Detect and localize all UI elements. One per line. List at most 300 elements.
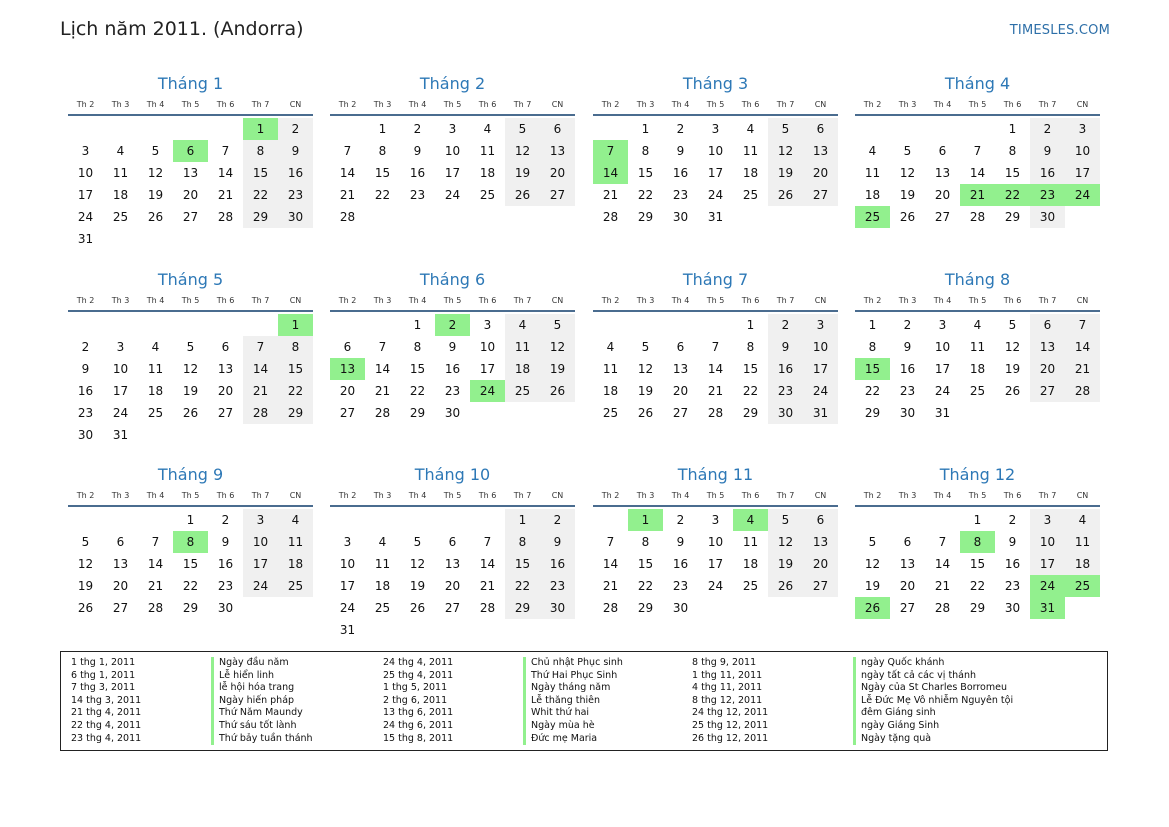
day-cell: 28: [374, 406, 391, 420]
day-cell: 12: [768, 531, 803, 553]
holiday-day: 24: [1065, 184, 1100, 206]
day-cell: 17: [1065, 162, 1100, 184]
day-cell: 8: [278, 336, 313, 358]
day-cell: 11: [864, 166, 881, 180]
month-block: [68, 269, 313, 446]
legend-date: 8 thg 9, 2011: [692, 657, 757, 668]
day-cell: 15: [637, 166, 654, 180]
weekday-label: Th 4: [408, 100, 427, 109]
day-cell: 26: [899, 210, 916, 224]
day-cell: 25: [112, 210, 129, 224]
day-cell: 12: [899, 166, 916, 180]
empty-day: [243, 314, 278, 336]
day-cell: 14: [969, 166, 986, 180]
day-cell: 5: [151, 144, 160, 158]
day-cell: 11: [742, 144, 759, 158]
legend-holiday-name: Ngày của St Charles Borromeu: [861, 682, 1007, 694]
weekday-label: Th 2: [76, 100, 95, 109]
day-cell: 19: [505, 162, 540, 184]
empty-day: [330, 314, 365, 336]
month-block: [593, 73, 838, 228]
day-cell: 7: [1065, 314, 1100, 336]
weekday-label: CN: [814, 296, 827, 305]
weekday-label: Th 5: [706, 296, 725, 305]
day-cell: 14: [147, 557, 164, 571]
weekday-label: Th 3: [111, 296, 130, 305]
holiday-day: 8: [960, 531, 995, 553]
day-cell: 23: [768, 380, 803, 402]
empty-day: [330, 509, 365, 531]
empty-day: [593, 509, 628, 531]
day-cell: 27: [112, 601, 129, 615]
empty-day: [138, 118, 173, 140]
legend-date: 1 thg 5, 2011: [383, 682, 448, 694]
weekday-label: Th 5: [968, 296, 987, 305]
empty-day: [365, 509, 400, 531]
month-block: [330, 73, 575, 228]
weekday-label: Th 3: [111, 100, 130, 109]
day-cell: 16: [899, 362, 916, 376]
empty-day: [663, 314, 698, 336]
weekday-label: Th 2: [601, 100, 620, 109]
day-cell: 15: [374, 166, 391, 180]
day-cell: 17: [707, 166, 724, 180]
day-cell: 20: [540, 162, 575, 184]
legend-holiday-name: ngày Giáng Sinh: [861, 719, 940, 731]
day-grid: [330, 118, 575, 228]
weekday-label: CN: [1076, 100, 1089, 109]
day-cell: 13: [112, 557, 129, 571]
weekday-label: CN: [814, 491, 827, 500]
day-cell: 7: [711, 340, 720, 354]
empty-day: [593, 118, 628, 140]
holiday-day: 6: [173, 140, 208, 162]
empty-day: [855, 118, 890, 140]
weekday-label: CN: [289, 491, 302, 500]
day-cell: 17: [707, 557, 724, 571]
day-cell: 1: [641, 122, 650, 136]
day-cell: 9: [81, 362, 90, 376]
legend-date: 2 thg 6, 2011: [383, 694, 448, 706]
day-cell: 28: [217, 210, 234, 224]
day-cell: 11: [1065, 531, 1100, 553]
empty-day: [365, 314, 400, 336]
legend-dates-column: [71, 657, 141, 745]
day-cell: 3: [1030, 509, 1065, 531]
month-title: Tháng 7: [682, 270, 749, 289]
day-cell: 16: [672, 166, 689, 180]
legend-holiday-name: ngày tất cả các vị thánh: [861, 669, 977, 681]
holiday-day: 26: [855, 597, 890, 619]
day-cell: 2: [1030, 118, 1065, 140]
empty-day: [593, 314, 628, 336]
day-cell: 27: [1030, 380, 1065, 402]
weekday-label: Th 7: [1038, 296, 1057, 305]
holiday-day: 4: [733, 509, 768, 531]
day-cell: 14: [479, 557, 496, 571]
day-cell: 31: [803, 402, 838, 424]
day-cell: 6: [938, 144, 947, 158]
legend-date: 24 thg 4, 2011: [383, 657, 454, 668]
day-cell: 30: [899, 406, 916, 420]
day-cell: 14: [602, 557, 619, 571]
day-cell: 18: [374, 579, 391, 593]
day-cell: 4: [483, 122, 492, 136]
holiday-day: 14: [593, 162, 628, 184]
day-cell: 24: [77, 210, 94, 224]
weekday-label: Th 6: [478, 296, 497, 305]
holiday-day: 25: [855, 206, 890, 228]
month-block: [330, 269, 575, 424]
day-cell: 20: [672, 384, 689, 398]
day-cell: 24: [707, 579, 724, 593]
day-cell: 9: [676, 535, 685, 549]
day-cell: 21: [479, 579, 496, 593]
day-cell: 20: [1030, 358, 1065, 380]
day-cell: 18: [742, 166, 759, 180]
day-cell: 12: [147, 166, 164, 180]
day-cell: 25: [602, 406, 619, 420]
holiday-day: 22: [995, 184, 1030, 206]
day-cell: 30: [540, 597, 575, 619]
day-cell: 23: [1004, 579, 1021, 593]
day-cell: 5: [868, 535, 877, 549]
legend-dates-column: [692, 657, 768, 745]
day-cell: 3: [711, 122, 720, 136]
day-cell: 20: [217, 384, 234, 398]
day-cell: 6: [221, 340, 230, 354]
legend-date: 13 thg 6, 2011: [383, 707, 454, 719]
legend-date: 15 thg 8, 2011: [383, 732, 454, 744]
day-cell: 18: [112, 188, 129, 202]
day-cell: 18: [278, 553, 313, 575]
day-cell: 23: [278, 184, 313, 206]
day-cell: 29: [278, 402, 313, 424]
day-cell: 12: [409, 557, 426, 571]
day-cell: 12: [1004, 340, 1021, 354]
weekday-label: Th 7: [776, 296, 795, 305]
empty-day: [960, 118, 995, 140]
weekday-label: Th 4: [671, 491, 690, 500]
legend-holiday-name: ngày Quốc khánh: [861, 657, 945, 668]
day-cell: 30: [1030, 206, 1065, 228]
day-cell: 15: [243, 162, 278, 184]
month-block: [68, 73, 313, 250]
legend-holiday-name: Ngày hiến pháp: [219, 694, 295, 706]
day-cell: 24: [803, 380, 838, 402]
day-cell: 5: [540, 314, 575, 336]
day-cell: 21: [147, 579, 164, 593]
empty-day: [103, 509, 138, 531]
day-cell: 28: [602, 210, 619, 224]
day-cell: 26: [768, 575, 803, 597]
day-cell: 15: [637, 557, 654, 571]
weekday-label: Th 6: [1003, 296, 1022, 305]
day-cell: 11: [505, 336, 540, 358]
day-cell: 27: [182, 210, 199, 224]
day-cell: 19: [540, 358, 575, 380]
day-cell: 27: [339, 406, 356, 420]
day-cell: 18: [479, 166, 496, 180]
weekday-header: [68, 294, 313, 312]
weekday-header: [855, 98, 1100, 116]
day-cell: 22: [864, 384, 881, 398]
day-cell: 21: [217, 188, 234, 202]
day-cell: 5: [505, 118, 540, 140]
weekday-label: Th 7: [776, 491, 795, 500]
day-cell: 3: [803, 314, 838, 336]
weekday-label: Th 7: [1038, 491, 1057, 500]
day-cell: 5: [903, 144, 912, 158]
day-cell: 1: [973, 513, 982, 527]
weekday-header: [855, 294, 1100, 312]
day-cell: 14: [707, 362, 724, 376]
holiday-day: 7: [593, 140, 628, 162]
day-cell: 25: [742, 579, 759, 593]
day-cell: 21: [934, 579, 951, 593]
legend-names-column: [211, 657, 313, 745]
weekday-label: Th 2: [863, 100, 882, 109]
day-cell: 19: [637, 384, 654, 398]
day-cell: 24: [444, 188, 461, 202]
day-cell: 24: [112, 406, 129, 420]
day-cell: 22: [742, 384, 759, 398]
month-title: Tháng 8: [944, 270, 1011, 289]
day-cell: 8: [868, 340, 877, 354]
legend-holiday-name: Lễ hiển linh: [219, 669, 275, 681]
day-cell: 23: [409, 188, 426, 202]
day-cell: 15: [278, 358, 313, 380]
weekday-label: Th 4: [146, 491, 165, 500]
holiday-day: 1: [243, 118, 278, 140]
weekday-label: Th 5: [443, 296, 462, 305]
day-cell: 9: [413, 144, 422, 158]
weekday-label: Th 6: [1003, 491, 1022, 500]
weekday-header: [68, 489, 313, 507]
legend-names-column: [523, 657, 623, 745]
day-cell: 9: [676, 144, 685, 158]
day-cell: 9: [1008, 535, 1017, 549]
day-cell: 20: [112, 579, 129, 593]
day-cell: 1: [413, 318, 422, 332]
weekday-label: Th 2: [863, 296, 882, 305]
day-cell: 13: [899, 557, 916, 571]
month-block: [855, 464, 1100, 619]
day-cell: 25: [742, 188, 759, 202]
page-title: Lịch năm 2011. (Andorra): [60, 18, 304, 40]
weekday-label: Th 6: [741, 100, 760, 109]
weekday-label: Th 5: [706, 100, 725, 109]
day-cell: 30: [278, 206, 313, 228]
month-title: Tháng 10: [414, 465, 491, 484]
site-link[interactable]: TIMESLES.COM: [1009, 23, 1110, 38]
month-title: Tháng 3: [682, 74, 749, 93]
day-cell: 31: [707, 210, 724, 224]
legend-date: 14 thg 3, 2011: [71, 694, 142, 706]
day-cell: 22: [637, 188, 654, 202]
day-cell: 25: [374, 601, 391, 615]
empty-day: [698, 314, 733, 336]
weekday-label: Th 5: [706, 491, 725, 500]
day-cell: 22: [374, 188, 391, 202]
day-cell: 18: [147, 384, 164, 398]
weekday-label: CN: [289, 100, 302, 109]
day-cell: 11: [147, 362, 164, 376]
day-cell: 13: [934, 166, 951, 180]
day-cell: 19: [768, 553, 803, 575]
weekday-label: Th 2: [338, 100, 357, 109]
day-cell: 6: [803, 118, 838, 140]
legend-holiday-name: Đức mẹ Maria: [531, 732, 598, 744]
day-cell: 13: [803, 531, 838, 553]
day-cell: 6: [1030, 314, 1065, 336]
day-cell: 12: [864, 557, 881, 571]
day-cell: 15: [1004, 166, 1021, 180]
day-cell: 13: [444, 557, 461, 571]
day-cell: 30: [768, 402, 803, 424]
month-block: [593, 269, 838, 424]
weekday-label: Th 5: [181, 100, 200, 109]
day-cell: 2: [1008, 513, 1017, 527]
day-cell: 17: [934, 362, 951, 376]
day-cell: 28: [243, 402, 278, 424]
day-cell: 10: [934, 340, 951, 354]
legend-names-column: [853, 657, 1013, 745]
day-cell: 19: [409, 579, 426, 593]
day-cell: 10: [479, 340, 496, 354]
day-cell: 27: [934, 210, 951, 224]
month-title: Tháng 4: [944, 74, 1011, 93]
day-cell: 5: [186, 340, 195, 354]
holiday-legend: [60, 651, 1108, 751]
day-cell: 8: [378, 144, 387, 158]
day-cell: 28: [339, 210, 356, 224]
day-cell: 30: [672, 601, 689, 615]
day-cell: 26: [147, 210, 164, 224]
weekday-label: Th 2: [338, 491, 357, 500]
weekday-label: Th 3: [373, 296, 392, 305]
day-cell: 28: [1065, 380, 1100, 402]
weekday-label: Th 3: [636, 100, 655, 109]
legend-date: 1 thg 1, 2011: [71, 657, 136, 668]
day-cell: 4: [505, 314, 540, 336]
weekday-header: [330, 98, 575, 116]
weekday-label: Th 3: [636, 296, 655, 305]
day-grid: [855, 118, 1100, 228]
legend-holiday-name: Thứ sáu tốt lành: [219, 719, 297, 731]
day-cell: 11: [969, 340, 986, 354]
day-cell: 7: [938, 535, 947, 549]
day-cell: 16: [540, 553, 575, 575]
day-cell: 12: [77, 557, 94, 571]
day-cell: 3: [938, 318, 947, 332]
day-cell: 6: [803, 509, 838, 531]
legend-holiday-name: Thứ Năm Maundy: [219, 707, 303, 719]
day-cell: 5: [768, 118, 803, 140]
day-cell: 20: [803, 553, 838, 575]
day-cell: 16: [77, 384, 94, 398]
day-cell: 28: [147, 601, 164, 615]
day-cell: 27: [540, 184, 575, 206]
day-cell: 19: [899, 188, 916, 202]
month-title: Tháng 2: [419, 74, 486, 93]
day-cell: 21: [1065, 358, 1100, 380]
weekday-label: Th 2: [76, 296, 95, 305]
day-cell: 15: [409, 362, 426, 376]
day-cell: 20: [339, 384, 356, 398]
day-cell: 22: [505, 575, 540, 597]
day-cell: 9: [1030, 140, 1065, 162]
day-cell: 23: [217, 579, 234, 593]
day-cell: 11: [602, 362, 619, 376]
weekday-label: Th 5: [968, 491, 987, 500]
day-cell: 1: [186, 513, 195, 527]
weekday-label: Th 4: [146, 100, 165, 109]
empty-day: [173, 314, 208, 336]
empty-day: [435, 509, 470, 531]
day-cell: 20: [444, 579, 461, 593]
day-cell: 8: [505, 531, 540, 553]
weekday-label: Th 6: [216, 296, 235, 305]
day-cell: 23: [444, 384, 461, 398]
month-block: [330, 464, 575, 641]
day-cell: 14: [217, 166, 234, 180]
day-cell: 31: [112, 428, 129, 442]
legend-date: 25 thg 12, 2011: [692, 719, 769, 731]
day-cell: 27: [899, 601, 916, 615]
day-cell: 6: [540, 118, 575, 140]
day-cell: 2: [540, 509, 575, 531]
holiday-day: 25: [1065, 575, 1100, 597]
weekday-label: Th 6: [478, 491, 497, 500]
day-cell: 10: [112, 362, 129, 376]
weekday-header: [330, 294, 575, 312]
day-cell: 10: [77, 166, 94, 180]
day-cell: 4: [1065, 509, 1100, 531]
weekday-label: Th 7: [776, 100, 795, 109]
day-cell: 21: [339, 188, 356, 202]
day-cell: 21: [602, 188, 619, 202]
day-cell: 7: [243, 336, 278, 358]
legend-date: 7 thg 3, 2011: [71, 682, 136, 694]
day-cell: 19: [1004, 362, 1021, 376]
weekday-label: Th 6: [1003, 100, 1022, 109]
weekday-label: Th 7: [251, 491, 270, 500]
day-cell: 20: [899, 579, 916, 593]
day-cell: 3: [81, 144, 90, 158]
day-cell: 5: [1008, 318, 1017, 332]
day-cell: 19: [147, 188, 164, 202]
day-cell: 23: [77, 406, 94, 420]
holiday-day: 13: [330, 358, 365, 380]
weekday-label: Th 6: [216, 100, 235, 109]
day-cell: 9: [278, 140, 313, 162]
day-cell: 6: [343, 340, 352, 354]
day-cell: 4: [278, 509, 313, 531]
day-cell: 22: [182, 579, 199, 593]
holiday-day: 24: [470, 380, 505, 402]
day-cell: 29: [742, 406, 759, 420]
legend-date: 23 thg 4, 2011: [71, 732, 142, 744]
day-cell: 11: [742, 535, 759, 549]
day-cell: 12: [505, 140, 540, 162]
day-cell: 13: [1030, 336, 1065, 358]
day-cell: 26: [1004, 384, 1021, 398]
weekday-label: Th 5: [181, 296, 200, 305]
day-cell: 8: [1008, 144, 1017, 158]
day-cell: 30: [217, 601, 234, 615]
day-cell: 10: [707, 535, 724, 549]
